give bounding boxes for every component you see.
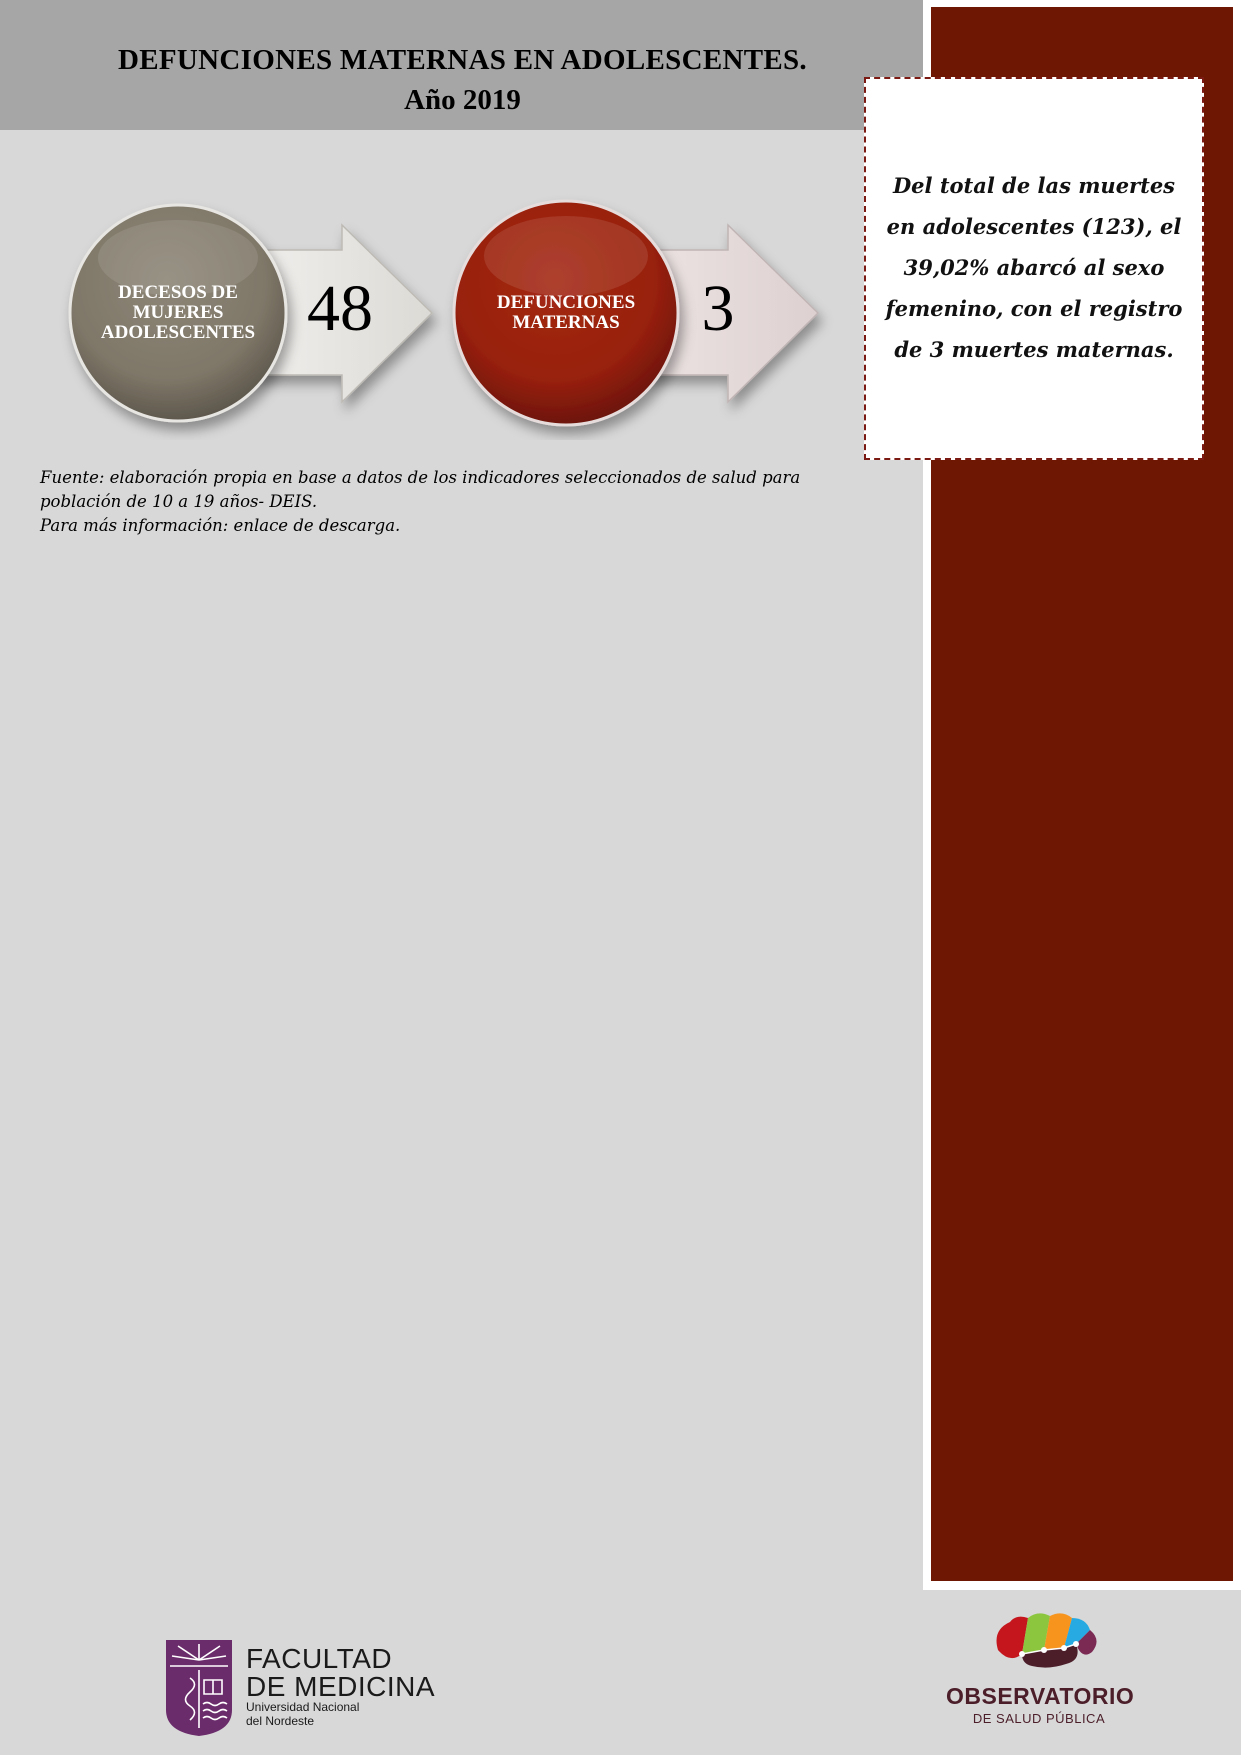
infographic-graphics bbox=[0, 0, 860, 440]
source-note bbox=[40, 466, 840, 538]
faculty-university-line-1: Universidad Nacional bbox=[246, 1700, 360, 1714]
summary-text: Del total de las muertes en adolescentes (123), el 39,02% abarcó al sexo femenino, con el registro de 3 muertes maternas. bbox=[885, 173, 1183, 362]
faculty-name-line-2: DE MEDICINA bbox=[246, 1671, 436, 1702]
page-title: DEFUNCIONES MATERNAS EN ADOLESCENTES. bbox=[118, 44, 807, 76]
source-line-1: Fuente: elaboración propia en base a datos de los indicadores seleccionados de salud para bbox=[40, 468, 801, 487]
circle-2-label bbox=[476, 293, 656, 333]
page-subtitle: Año 2019 bbox=[404, 84, 521, 116]
faculty-name-line-1: FACULTAD bbox=[246, 1643, 393, 1674]
observatory-title: OBSERVATORIO bbox=[946, 1683, 1135, 1709]
circle-1-value: 48 bbox=[307, 272, 373, 345]
summary-callout bbox=[864, 77, 1204, 460]
faculty-university-line-2: del Nordeste bbox=[246, 1714, 315, 1728]
circle-1-label bbox=[88, 283, 268, 343]
source-line-2: población de 10 a 19 años- DEIS. bbox=[40, 492, 318, 511]
faculty-logo bbox=[166, 1640, 232, 1740]
faculty-shield-icon bbox=[166, 1640, 232, 1736]
observatory-logo bbox=[992, 1610, 1102, 1680]
circle-2-value: 3 bbox=[701, 272, 735, 345]
observatory-subtitle: DE SALUD PÚBLICA bbox=[972, 1711, 1106, 1726]
observatory-brain-icon bbox=[992, 1610, 1102, 1676]
circle-1-label-text: DECESOS DE MUJERES ADOLESCENTES bbox=[100, 282, 256, 343]
source-line-3: Para más información: enlace de descarga. bbox=[40, 516, 401, 535]
circle-2-label-text: DEFUNCIONES MATERNAS bbox=[496, 292, 636, 333]
